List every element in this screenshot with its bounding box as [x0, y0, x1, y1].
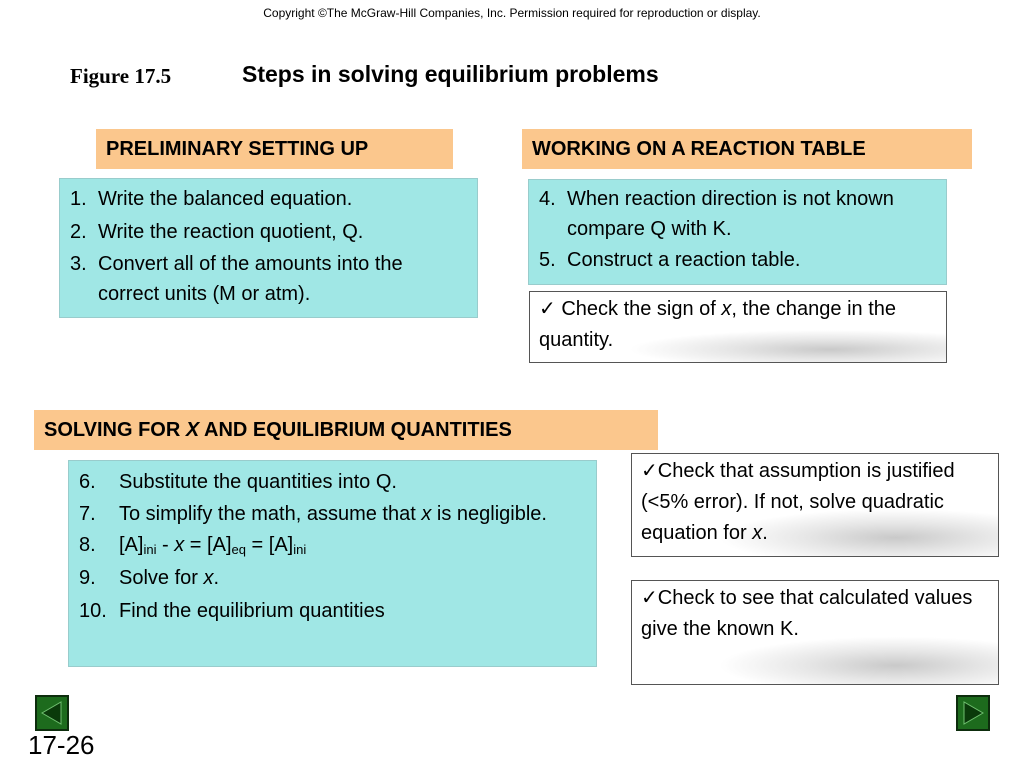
- step-6: [79, 466, 586, 499]
- step-number: 10.: [79, 600, 107, 622]
- solving-header: [34, 410, 658, 450]
- step-text: Convert all of the amounts into the correct units (M or atm).: [98, 253, 403, 305]
- variable-x: x: [721, 298, 732, 320]
- note-text: Check to see that calculated values give the known K.: [641, 587, 973, 640]
- check-mark-icon: ✓: [539, 298, 556, 320]
- step-text: Write the balanced equation.: [98, 188, 353, 210]
- step-text: To simplify the math, assume that x is negligible.: [119, 503, 547, 525]
- step-2: [70, 216, 467, 249]
- note-text: .: [762, 522, 768, 544]
- step-1: [70, 183, 467, 216]
- step-number: 7.: [79, 503, 96, 525]
- step-number: 3.: [70, 253, 87, 275]
- check-mark-icon: ✓: [641, 587, 658, 609]
- step-text: Write the reaction quotient, Q.: [98, 221, 364, 243]
- forward-button[interactable]: [956, 695, 990, 731]
- preliminary-steps-box: [59, 178, 478, 318]
- step-3: [70, 249, 467, 309]
- reaction-table-steps-box: [528, 179, 947, 285]
- step-number: 1.: [70, 188, 87, 210]
- step-8: [79, 529, 586, 562]
- check-known-k-note: [631, 580, 999, 685]
- step-number: 2.: [70, 221, 87, 243]
- check-assumption-note: [631, 453, 999, 557]
- step-number: 9.: [79, 567, 96, 589]
- back-arrow-icon: [37, 697, 67, 729]
- step-number: 5.: [539, 249, 556, 271]
- slide-number: 17-26: [28, 730, 95, 760]
- header-variable: X: [185, 419, 200, 441]
- note-text: , the change in the quantity.: [539, 298, 896, 351]
- header-text: AND EQUILIBRIUM QUANTITIES: [199, 419, 512, 441]
- variable-x: x: [752, 522, 763, 544]
- forward-arrow-icon: [958, 697, 988, 729]
- copyright-notice: Copyright ©The McGraw-Hill Companies, Inc. Permission required for reproduction or display.: [263, 6, 761, 20]
- step-7: [79, 499, 586, 529]
- check-mark-icon: ✓: [641, 460, 658, 482]
- step-number: 8.: [79, 534, 96, 556]
- variable-x: x: [203, 567, 214, 589]
- step-9: [79, 562, 586, 595]
- step-5: [539, 244, 936, 277]
- step-equation: $[A]_{ini} - x = [A]_{eq} = [A]_{ini}$: [119, 534, 307, 557]
- note-text: Check the sign of: [555, 298, 722, 320]
- step-number: 4.: [539, 188, 556, 210]
- step-text: Substitute the quantities into Q.: [119, 471, 397, 493]
- variable-x: x: [174, 534, 185, 556]
- step-text: Find the equilibrium quantities: [119, 600, 385, 622]
- step-text: When reaction direction is not known compare Q with K.: [567, 188, 894, 240]
- variable-x: x: [421, 503, 432, 525]
- step-number: 6.: [79, 471, 96, 493]
- check-sign-note: [529, 291, 947, 363]
- header-text: SOLVING FOR: [44, 419, 186, 441]
- note-text: Check that assumption is justified (<5% error). If not, solve quadratic equation for: [641, 460, 955, 544]
- step-10: [79, 595, 586, 628]
- step-text: Construct a reaction table.: [567, 249, 801, 271]
- preliminary-header: PRELIMINARY SETTING UP: [96, 129, 453, 169]
- step-4: [539, 184, 936, 244]
- solving-steps-box: [68, 460, 597, 667]
- reaction-table-header: WORKING ON A REACTION TABLE: [522, 129, 972, 169]
- figure-title: Steps in solving equilibrium problems: [242, 61, 659, 87]
- step-text: Solve for x.: [119, 567, 220, 589]
- back-button[interactable]: [35, 695, 69, 731]
- figure-label: Figure 17.5: [70, 64, 172, 88]
